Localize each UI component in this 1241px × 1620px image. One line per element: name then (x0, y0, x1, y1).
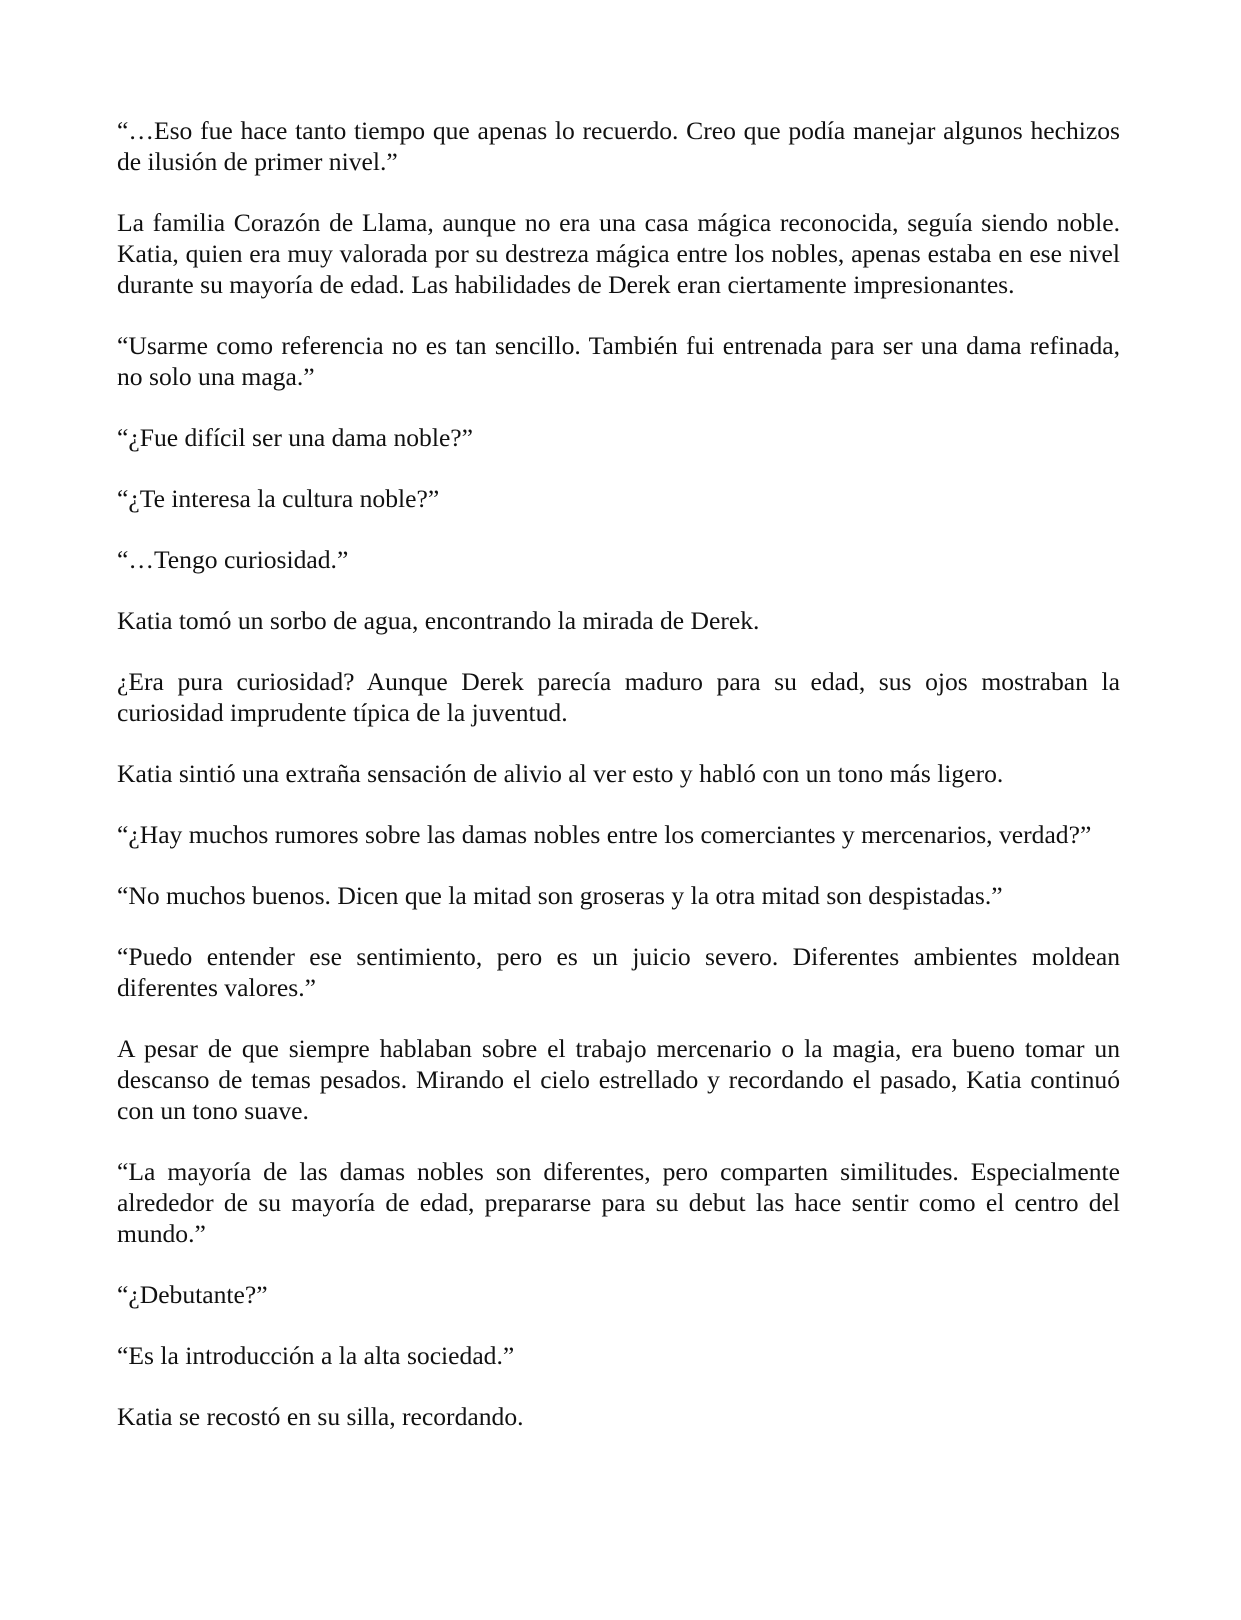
paragraph: La familia Corazón de Llama, aunque no era una casa mágica reconocida, seguía siendo noble. Katia, quien era muy valorada por su destreza mágica entre los nobles, apenas estaba en ese nivel durante su mayoría de edad. Las habilidades de Derek eran ciertamente impresionantes. (117, 208, 1120, 299)
paragraph: “Usarme como referencia no es tan sencillo. También fui entrenada para ser una dama refinada, no solo una maga.” (117, 331, 1120, 391)
paragraph: “No muchos buenos. Dicen que la mitad son groseras y la otra mitad son despistadas.” (117, 881, 1003, 910)
paragraph: “…Eso fue hace tanto tiempo que apenas lo recuerdo. Creo que podía manejar algunos hechizos de ilusión de primer nivel.” (117, 116, 1120, 176)
paragraph: Katia sintió una extraña sensación de alivio al ver esto y habló con un tono más ligero. (117, 759, 1004, 788)
paragraph: “…Tengo curiosidad.” (117, 545, 349, 574)
paragraph: “¿Fue difícil ser una dama noble?” (117, 423, 474, 452)
paragraph: “La mayoría de las damas nobles son diferentes, pero comparten similitudes. Especialmente alrededor de su mayoría de edad, prepararse para su debut las hace sentir como el centro del mundo.” (117, 1157, 1120, 1248)
paragraph: ¿Era pura curiosidad? Aunque Derek parecía maduro para su edad, sus ojos mostraban la curiosidad imprudente típica de la juventud. (117, 667, 1120, 727)
paragraph: A pesar de que siempre hablaban sobre el trabajo mercenario o la magia, era bueno tomar un descanso de temas pesados. Mirando el cielo estrellado y recordando el pasado, Katia continuó con un tono suave. (117, 1034, 1120, 1125)
paragraph: “¿Hay muchos rumores sobre las damas nobles entre los comerciantes y mercenarios, verdad?” (117, 820, 1092, 849)
paragraph: “Es la introducción a la alta sociedad.” (117, 1341, 515, 1370)
paragraph: “¿Debutante?” (117, 1280, 268, 1309)
paragraph: “¿Te interesa la cultura noble?” (117, 484, 440, 513)
paragraph: “Puedo entender ese sentimiento, pero es un juicio severo. Diferentes ambientes moldean diferentes valores.” (117, 942, 1120, 1002)
paragraph: Katia tomó un sorbo de agua, encontrando la mirada de Derek. (117, 606, 760, 635)
paragraph: Katia se recostó en su silla, recordando. (117, 1402, 524, 1431)
